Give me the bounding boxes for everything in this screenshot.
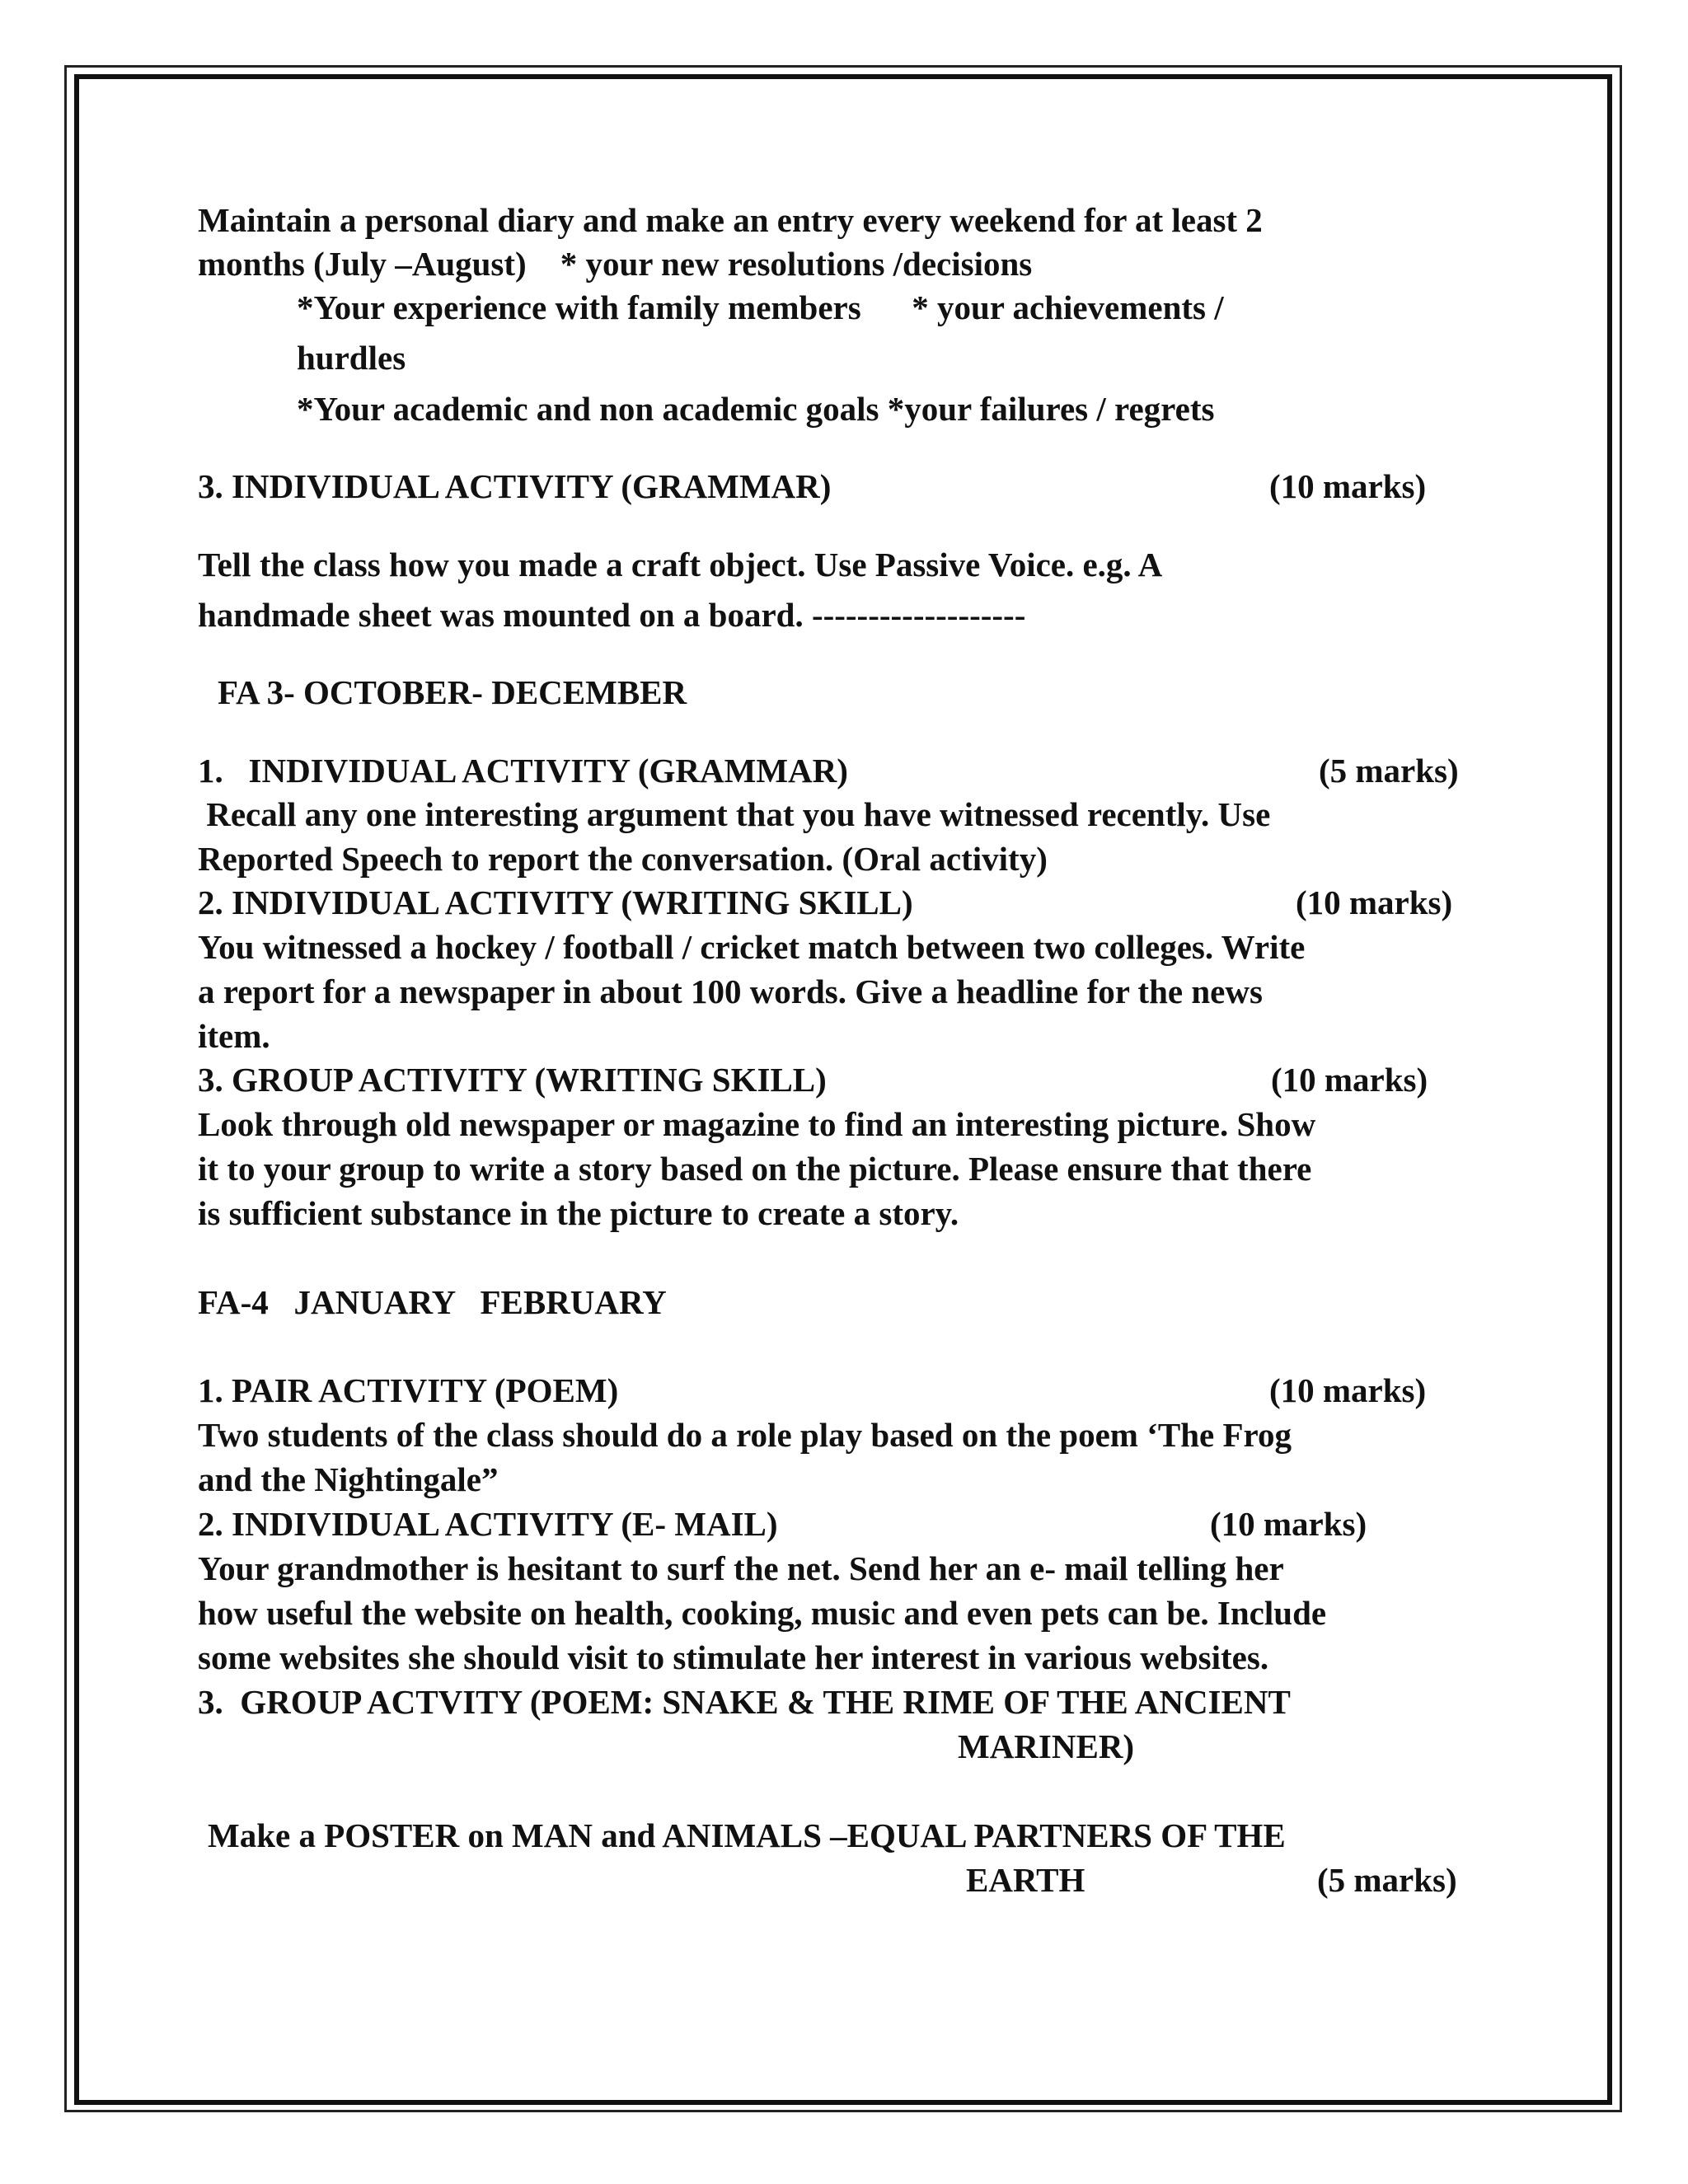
intro-bullet-2: *Your academic and non academic goals *your failures / regrets [297, 390, 1215, 428]
fa4-activity-1-line-2: and the Nightingale” [198, 1460, 499, 1498]
fa3-activity-1-line-1: Recall any one interesting argument that you have witnessed recently. Use [198, 795, 1271, 833]
fa3-activity-1-marks: (5 marks) [1319, 752, 1459, 790]
poster-line-1: Make a POSTER on MAN and ANIMALS –EQUAL PARTNERS OF THE [208, 1816, 1286, 1854]
fa4-activity-2-marks: (10 marks) [1210, 1505, 1367, 1543]
poster-line-2: EARTH [966, 1861, 1085, 1899]
fa4-activity-2-line-2: how useful the website on health, cooking, music and even pets can be. Include [198, 1594, 1327, 1632]
intro-bullet-1-continued: hurdles [297, 339, 406, 377]
intro-line-2: months (July –August) * your new resolutions /decisions [198, 245, 1033, 283]
fa4-activity-2-line-1: Your grandmother is hesitant to surf the net. Send her an e- mail telling her [198, 1549, 1284, 1587]
fa4-activity-3-heading-continued: MARINER) [958, 1727, 1135, 1765]
fa3-activity-2-line-2: a report for a newspaper in about 100 words. Give a headline for the news [198, 972, 1263, 1010]
fa4-activity-2-line-3: some websites she should visit to stimulate her interest in various websites. [198, 1638, 1269, 1676]
fa4-activity-2-heading: 2. INDIVIDUAL ACTIVITY (E- MAIL) [198, 1505, 778, 1543]
fa3-activity-1-line-2: Reported Speech to report the conversation. (Oral activity) [198, 840, 1048, 878]
fa4-title: FA-4 JANUARY FEBRUARY [198, 1283, 667, 1321]
fa3-title: FA 3- OCTOBER- DECEMBER [218, 673, 687, 711]
fa3-activity-3-line-2: it to your group to write a story based on the picture. Please ensure that there [198, 1150, 1312, 1188]
fa3-activity-2-line-3: item. [198, 1017, 270, 1055]
poster-marks: (5 marks) [1317, 1861, 1457, 1899]
fa3-activity-2-marks: (10 marks) [1296, 883, 1453, 921]
grammar-activity-line-2: handmade sheet was mounted on a board. ------------------- [198, 596, 1026, 634]
fa3-activity-1-heading: 1. INDIVIDUAL ACTIVITY (GRAMMAR) [198, 752, 848, 790]
fa3-activity-3-line-1: Look through old newspaper or magazine to find an interesting picture. Show [198, 1105, 1316, 1143]
fa4-activity-1-marks: (10 marks) [1269, 1371, 1427, 1409]
fa4-activity-1-line-1: Two students of the class should do a role play based on the poem ‘The Frog [198, 1416, 1292, 1454]
grammar-activity-marks: (10 marks) [1269, 467, 1427, 505]
fa3-activity-2-line-1: You witnessed a hockey / football / cricket match between two colleges. Write [198, 928, 1306, 966]
fa3-activity-3-line-3: is sufficient substance in the picture to create a story. [198, 1194, 959, 1232]
fa3-activity-3-heading: 3. GROUP ACTIVITY (WRITING SKILL) [198, 1061, 827, 1099]
intro-line-1: Maintain a personal diary and make an entry every weekend for at least 2 [198, 201, 1263, 239]
intro-bullet-1: *Your experience with family members * your achievements / [297, 288, 1224, 326]
grammar-activity-heading: 3. INDIVIDUAL ACTIVITY (GRAMMAR) [198, 467, 832, 505]
fa4-activity-3-heading: 3. GROUP ACTVITY (POEM: SNAKE & THE RIME OF THE ANCIENT [198, 1683, 1291, 1721]
fa3-activity-3-marks: (10 marks) [1271, 1061, 1428, 1099]
fa3-activity-2-heading: 2. INDIVIDUAL ACTIVITY (WRITING SKILL) [198, 883, 913, 921]
fa4-activity-1-heading: 1. PAIR ACTIVITY (POEM) [198, 1371, 619, 1409]
grammar-activity-line-1: Tell the class how you made a craft object. Use Passive Voice. e.g. A [198, 546, 1163, 583]
